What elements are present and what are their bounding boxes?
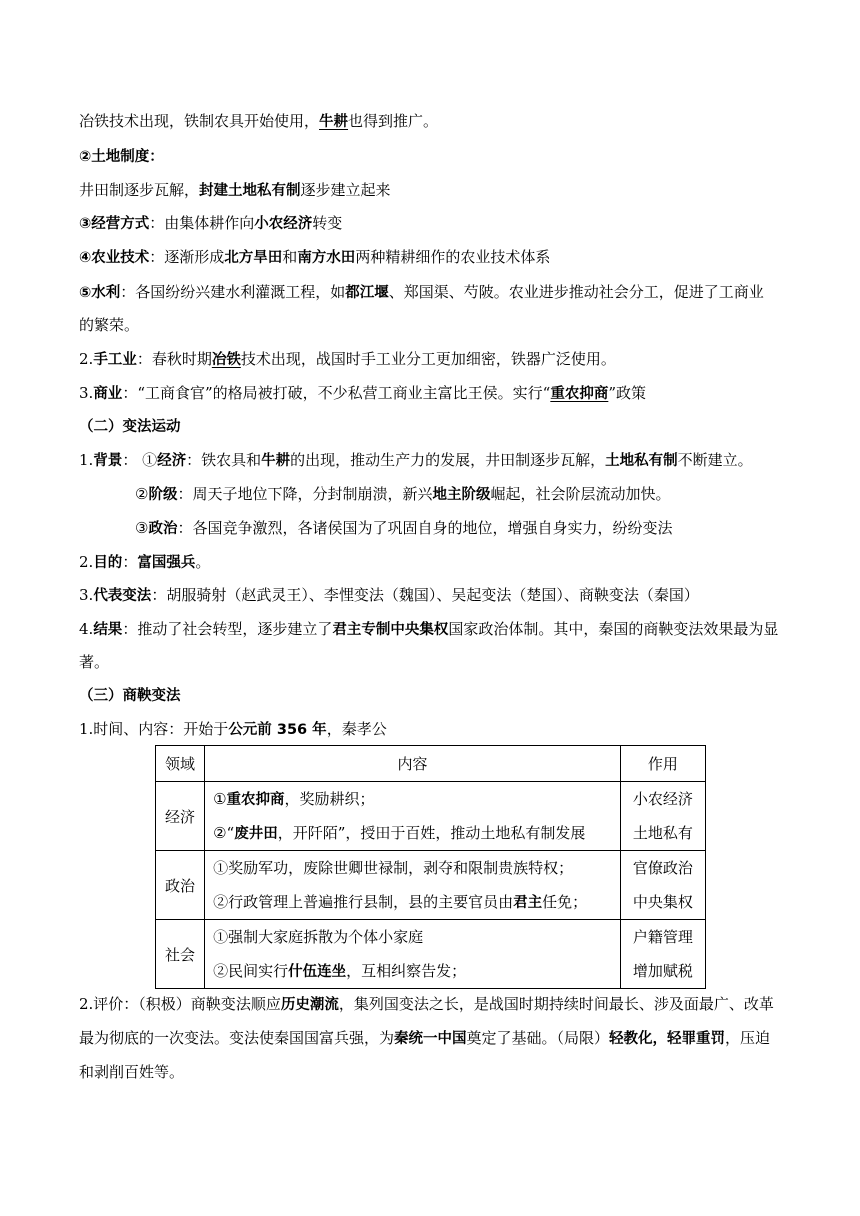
content-line: ②民间实行什伍连坐，互相纠察告发； [213,962,467,980]
paragraph-line: 井田制逐步瓦解，封建土地私有制逐步建立起来 [79,181,391,199]
table-header: 领域 [156,746,205,782]
paragraph-line: 3.代表变法：胡服骑射（赵武灵王）、李悝变法（魏国）、吴起变法（楚国）、商鞅变法（秦国） [79,586,699,604]
role-cell: 中央集权 [632,893,693,911]
paragraph-line: 2.评价：（积极）商鞅变法顺应历史潮流，集列国变法之长，是战国时期持续时间最长、涉及面最广、改革 [79,995,774,1013]
table-header: 作用 [620,746,705,782]
section-label: ②土地制度： [79,149,164,165]
paragraph-line: 2.目的：富国强兵。 [79,553,211,571]
paragraph-line: 冶铁技术出现，铁制农具开始使用，牛耕也得到推广。 [79,112,439,130]
role-cell: 户籍管理 [632,928,693,946]
paragraph-line: 1.时间、内容：开始于公元前 356 年，秦孝公 [79,720,387,738]
section-heading: （二）变法运动 [79,419,181,435]
table-row [156,920,706,989]
paragraph-line: 最为彻底的一次变法。变法使秦国国富兵强，为秦统一中国奠定了基础。（局限）轻教化，轻罪重罚，压迫 [79,1029,771,1047]
table-row [156,851,706,920]
role-cell: 土地私有 [632,824,693,842]
content-line: ①重农抑商，奖励耕织； [213,790,375,808]
paragraph-line: 4.结果：推动了社会转型，逐步建立了君主专制中央集权国家政治体制。其中，秦国的商鞅变法效果最为显 [79,620,779,638]
paragraph-line: ②阶级：周天子地位下降，分封制崩溃，新兴地主阶级崛起，社会阶层流动加快。 [135,485,671,503]
role-cell: 增加赋税 [632,962,693,980]
paragraph-line: 和剥削百姓等。 [79,1063,185,1081]
reform-table [155,745,706,989]
section-heading: （三）商鞅变法 [79,688,181,704]
table-header: 内容 [205,746,621,782]
paragraph-line: ③政治：各国竞争激烈，各诸侯国为了巩固自身的地位，增强自身实力，纷纷变法 [135,519,673,537]
paragraph-line: 的繁荣。 [79,316,140,334]
domain-cell: 政治 [156,851,205,920]
content-line: ①奖励军功，废除世卿世禄制，剥夺和限制贵族特权； [213,859,574,877]
role-cell: 小农经济 [632,790,693,808]
role-cell: 官僚政治 [632,859,693,877]
table-header-row [156,746,706,782]
domain-cell: 经济 [156,782,205,851]
content-line: ②“废井田，开阡陌”，授田于百姓，推动土地私有制发展 [213,824,586,842]
paragraph-line: ④农业技术：逐渐形成北方旱田和南方水田两种精耕细作的农业技术体系 [79,248,551,266]
paragraph-line: ⑤水利：各国纷纷兴建水利灌溉工程，如都江堰、郑国渠、芍陂。农业进步推动社会分工，促进了工商业 [79,283,764,301]
table-row [156,782,706,851]
paragraph-line: 著。 [79,653,110,671]
content-line: ②行政管理上普遍推行县制，县的主要官员由君主任免； [213,893,588,911]
paragraph-line: 2.手工业：春秋时期冶铁技术出现，战国时手工业分工更加细密，铁器广泛使用。 [79,350,616,368]
paragraph-line: 3.商业：“工商食官”的格局被打破，不少私营工商业主富比王侯。实行“重农抑商”政策 [79,384,646,402]
domain-cell: 社会 [156,920,205,989]
paragraph-line: 1.背景： ①经济：铁农具和牛耕的出现，推动生产力的发展，井田制逐步瓦解，土地私有制不断建立。 [79,451,753,469]
paragraph-line: ③经营方式：由集体耕作向小农经济转变 [79,214,343,232]
content-line: ①强制大家庭拆散为个体小家庭 [213,928,424,946]
